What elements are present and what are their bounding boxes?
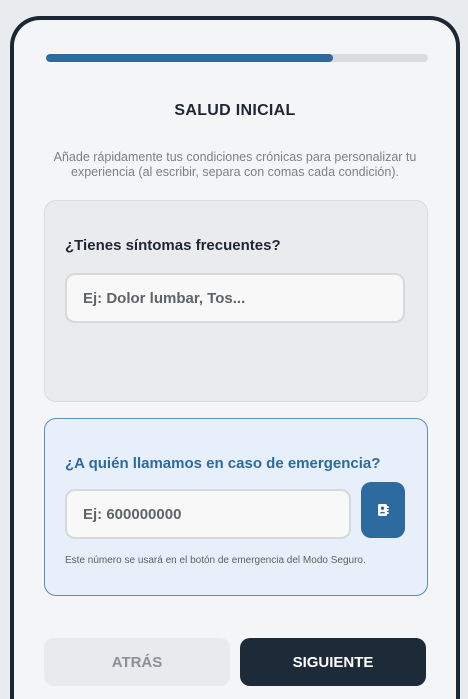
emergency-helper-text: Este número se usará en el botón de emergencia del Modo Seguro. xyxy=(65,555,366,566)
emergency-label: ¿A quién llamamos en caso de emergencia? xyxy=(65,455,381,472)
phone-frame xyxy=(10,16,460,699)
page-description: Añade rápidamente tus condiciones crónicas para personalizar tu experiencia (al escribir, separa con comas cada condición). xyxy=(53,150,417,179)
emergency-phone-input[interactable] xyxy=(65,489,351,539)
symptoms-input[interactable] xyxy=(65,273,405,323)
contact-book-icon xyxy=(376,503,390,517)
symptoms-label: ¿Tienes síntomas frecuentes? xyxy=(65,237,281,254)
back-button[interactable]: ATRÁS xyxy=(44,638,230,686)
emergency-card xyxy=(44,418,428,596)
progress-bar xyxy=(46,54,428,62)
page-title: SALUD INICIAL xyxy=(174,102,296,119)
contacts-button[interactable] xyxy=(361,482,405,538)
symptoms-card xyxy=(44,200,428,402)
progress-bar-fill xyxy=(46,54,333,62)
next-button[interactable]: SIGUIENTE xyxy=(240,638,426,686)
